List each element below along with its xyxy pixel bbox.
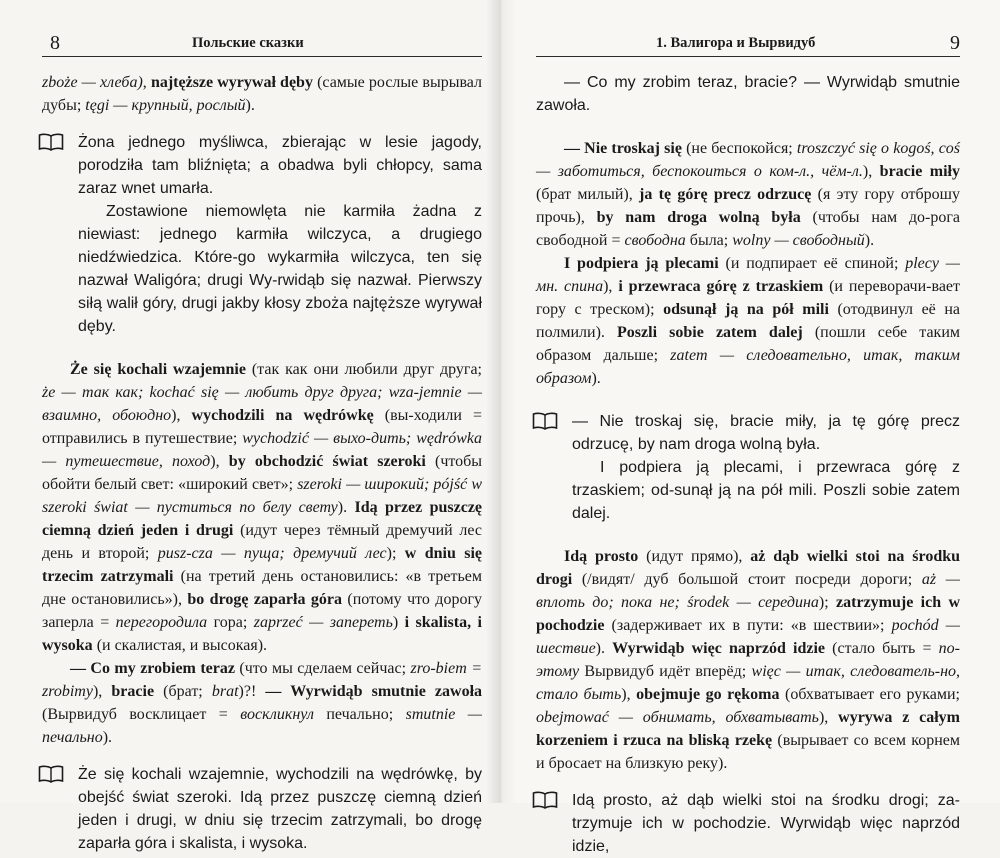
headword-text: ja tę górę precz odrzucę <box>639 186 812 203</box>
original-text: I podpiera ją plecami, i przewraca górę z trzaskiem; od-sunął ją na pół mili. Poszli sobie zatem dalej. <box>572 459 960 522</box>
annotated-paragraph <box>536 252 960 390</box>
original-text-block <box>42 131 482 338</box>
translation-text: (брат милый), <box>536 186 640 203</box>
translation-text: (на третий день остановились: «в третьем дне остановились»), <box>42 568 483 608</box>
gloss-text: brat <box>211 683 239 700</box>
gloss-text: pochód — шествие <box>536 617 961 657</box>
headword-text: — Co my zrobiem teraz <box>70 660 235 677</box>
translation-text: ). <box>102 729 113 746</box>
headword-text: by obchodzić świat szeroki <box>228 453 426 470</box>
headword-text: aż dąb wielki stoi na środku drogi <box>536 548 961 588</box>
annotated-paragraph <box>42 71 482 117</box>
page-header <box>42 4 482 57</box>
translation-text: ); <box>386 545 405 562</box>
right-page <box>500 0 1000 855</box>
translation-text: (идут прямо), <box>638 548 751 565</box>
original-text-block <box>42 763 482 855</box>
annotated-paragraph <box>42 358 482 657</box>
translation-text: ). <box>595 640 613 657</box>
translation-text: ), <box>621 686 637 703</box>
translation-text: (задерживает их в пути: «в шествии»; <box>604 617 892 634</box>
translation-text: гора; <box>207 614 254 631</box>
headword-text: odsunął ją na pół mili <box>663 301 829 318</box>
translation-text: ), <box>210 453 229 470</box>
original-text: Zostawione niemowlęta nie karmiła żadna z niewiast: jednego karmiła wilczyca, a drugiego niedźwiedzica. Które-go wykarmiła wilczyca, ten się nazwał Waligóra; drugi Wy-rwidąb się nazwał. Pierwszy siłą walił góry, drugi jakby kłosy zboża najtęższe wyrywał dęby. <box>78 203 482 335</box>
gloss-text: zboże — хлеба) <box>42 74 143 91</box>
page-header <box>536 4 960 57</box>
annotated-paragraph <box>42 657 482 749</box>
gloss-text: zro-biem = zrobimy <box>42 660 483 700</box>
translation-text: (пошли себе таким образом дальше; <box>536 324 961 364</box>
translation-text: (и подпирает её спиной; <box>718 255 906 272</box>
original-text-block <box>536 789 960 858</box>
headword-text: zatrzymuje ich w pochodzie <box>536 594 961 634</box>
headword-text: bracie miły <box>879 163 961 180</box>
gloss-text: zatem — следовательно, итак, таким образом <box>536 347 960 387</box>
headword-text: Poszli sobie zatem dalej <box>617 324 803 341</box>
headword-text: obejmuje go rękoma <box>636 686 780 703</box>
headword-text: i skalista, i wysoka <box>42 614 482 654</box>
headword-text: bo drogę zaparła góra <box>187 591 342 608</box>
translation-text: ), <box>862 163 880 180</box>
translation-text: (потому что дорогу заперла = <box>42 591 483 631</box>
gloss-text: smutnie — печально <box>42 706 483 746</box>
translation-text: печально; <box>313 706 406 723</box>
annotated-paragraph <box>536 545 960 775</box>
headword-text: i przewraca górę z trzaskiem <box>618 278 824 295</box>
annotated-paragraph <box>536 137 960 252</box>
headword-text: Wyrwidąb więc naprzód idzie <box>612 640 826 657</box>
translation-text: (самые рослые вырывал дубы; <box>42 74 483 114</box>
gloss-text: szeroki — широкий; pójść w szeroki świat — пуститься по белу свету <box>42 476 482 516</box>
translation-text: ), <box>818 709 839 726</box>
translation-text: (отодвинул её на полмили). <box>536 301 961 341</box>
headword-text: wyrywa z całym korzeniem i rzuca na bliską rzekę <box>536 709 961 749</box>
gloss-text: перегородила <box>115 614 208 631</box>
headword-text: wychodzili na wędrówkę <box>191 407 374 424</box>
translation-text: (Вырвидуб восклицает = <box>42 706 241 723</box>
translation-text: Вырвидуб идёт вперёд; <box>579 663 752 680</box>
translation-text: (и переворачи-вает гору с треском); <box>536 278 961 318</box>
left-page <box>0 0 500 852</box>
translation-text: (вырывает со всем корнем и бросает на близкую реку). <box>536 732 960 772</box>
translation-text: (вы-ходили = отправились в путешествие; <box>42 407 483 447</box>
gloss-text: tęgi — крупный, рослый <box>85 97 246 114</box>
page-number: 9 <box>950 32 960 54</box>
gloss-text: воскликнул <box>240 706 314 723</box>
translation-text: (/видят/ дуб большой стоит посреди дороги; <box>572 571 922 588</box>
headword-text: najtęższe wyrywał dęby <box>150 74 313 91</box>
open-book-icon <box>38 764 64 784</box>
translation-text: (что мы сделаем сейчас; <box>234 660 411 677</box>
gloss-text: że — так как; kochać się — любить друг друга; wza-jemnie — взаимно, обоюдно <box>42 384 482 424</box>
translation-text: ); <box>818 594 837 611</box>
translation-text: (и скалистая, и высокая). <box>92 637 268 654</box>
original-text: — Nie troskaj się, bracie miły, ja tę górę precz odrzucę, by nam droga wolną była. <box>572 413 960 453</box>
translation-text: (так как они любили друг друга; <box>245 361 482 378</box>
headword-text: Że się kochali wzajemnie <box>70 361 246 378</box>
headword-text: w dniu się trzecim zatrzymali <box>42 545 483 585</box>
gloss-text: wolny — свободный <box>732 232 865 249</box>
headword-text: Idą przez puszczę ciemną dzień jeden i drugi <box>42 499 483 539</box>
translation-text: ), <box>92 683 112 700</box>
gloss-text: zaprzeć — запереть <box>253 614 393 631</box>
open-book-icon <box>532 790 558 810</box>
translation-text: ), <box>603 278 619 295</box>
translation-text: ). <box>864 232 875 249</box>
translation-text: (чтобы обойти белый свет: «широкий свет»; <box>42 453 483 493</box>
headword-text: — Nie troskaj się <box>564 140 682 157</box>
gloss-text: obejmować — обнимать, обхватывать <box>536 709 819 726</box>
gloss-text: по-этому <box>536 640 960 680</box>
original-text: — Co my zrobim teraz, bracie? — Wyrwidąb smutnie zawoła. <box>536 74 960 114</box>
gloss-text: plecy — мн. спина <box>536 255 961 295</box>
translation-text: )?! <box>238 683 266 700</box>
translation-text: ). <box>591 370 601 387</box>
open-book-icon <box>38 132 64 152</box>
gloss-text: więc — итак, следователь-но, стало быть <box>536 663 961 703</box>
gloss-text: pusz-cza — пуща; дремучий лес <box>157 545 387 562</box>
headword-text: bracie <box>111 683 155 700</box>
headword-text: Idą prosto <box>564 548 639 565</box>
headword-text: — Wyrwidąb smutnie zawoła <box>265 683 483 700</box>
page-number: 8 <box>50 32 60 54</box>
original-text-block <box>536 410 960 525</box>
running-title: 1. Валигора и Вырвидуб <box>656 35 816 51</box>
original-text-block <box>536 71 960 117</box>
translation-text: (не беспокойся; <box>681 140 797 157</box>
translation-text: (обхватывает его руками; <box>779 686 960 703</box>
translation-text: ). <box>337 499 355 516</box>
running-title: Польские сказки <box>192 35 304 51</box>
translation-text: ). <box>245 97 255 114</box>
gloss-text: wychodzić — выхо-дить; wędrówka — путешествие, поход <box>42 430 483 470</box>
translation-text: была; <box>685 232 733 249</box>
translation-text: (стало быть = <box>825 640 939 657</box>
headword-text: I podpiera ją plecami <box>564 255 719 272</box>
translation-text: (я эту гору отброшу прочь), <box>536 186 960 226</box>
open-book-icon <box>532 411 558 431</box>
translation-text: (идут через тёмный дремучий лес день и второй; <box>42 522 483 562</box>
translation-text: ), <box>171 407 192 424</box>
gloss-text: troszczyć się o kogoś, coś — заботиться, беспокоиться о ком-л., чём-л. <box>536 140 961 180</box>
original-text: Że się kochali wzajemnie, wychodzili na wędrówkę, by obejść świat szeroki. Idą przez puszczę ciemną dzień jeden i drugi, w dniu się trzecim zatrzymali, bo drogę zaparła góra i skalista, i wysoka. <box>78 766 482 852</box>
headword-text: by nam droga wolną była <box>596 209 801 226</box>
translation-text: , <box>142 74 151 91</box>
translation-text: (брат; <box>154 683 212 700</box>
gloss-text: aż — вплоть до; пока не; środek — середина <box>536 571 961 611</box>
translation-text: (чтобы нам до-рога свободной = <box>536 209 960 249</box>
original-text: Idą prosto, aż dąb wielki stoi na środku drogi; za-trzymuje ich w pochodzie. Wyrwidąb więc naprzód idzie, <box>572 792 960 855</box>
gloss-text: свободна <box>624 232 686 249</box>
original-text: Żona jednego myśliwca, zbierając w lesie jagody, porodziła tam bliźnięta; a obadwa byli chłopcy, sama zaraz wnet umarła. <box>78 134 482 197</box>
translation-text: ) <box>392 614 405 631</box>
